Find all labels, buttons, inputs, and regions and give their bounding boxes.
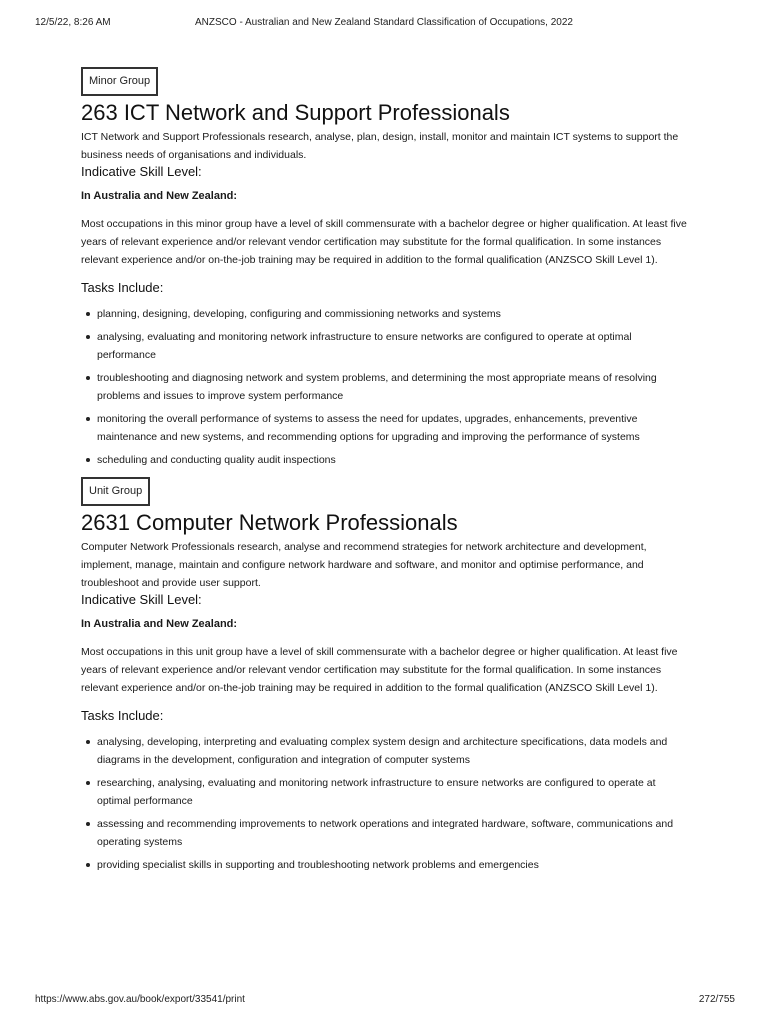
task-item: troubleshooting and diagnosing network and system problems, and determining the most appropriate means of resolving problems and issues to improve system performance <box>81 369 691 405</box>
unit-group-section <box>81 477 691 874</box>
skill-level-text: Most occupations in this minor group have a level of skill commensurate with a bachelor degree or higher qualification. At least five years of relevant experience and/or relevant vendor certification may substitute for the formal qualification. In some instances relevant experience and/or on-the-job training may be required in addition to the formal qualification (ANZSCO Skill Level 1). <box>81 218 687 266</box>
print-title: ANZSCO - Australian and New Zealand Standard Classification of Occupations, 2022 <box>195 17 573 28</box>
print-header <box>0 17 768 31</box>
tasks-heading: Tasks Include: <box>81 280 164 295</box>
group-type-badge: Unit Group <box>81 477 150 506</box>
skill-level-heading: Indicative Skill Level: <box>81 592 202 607</box>
task-item: analysing, developing, interpreting and evaluating complex system design and architecture specifications, data models and diagrams in the development, configuration and integration of computer systems <box>81 733 691 769</box>
region-heading: In Australia and New Zealand: <box>81 190 238 202</box>
print-datetime: 12/5/22, 8:26 AM <box>35 17 111 28</box>
task-list <box>81 305 691 469</box>
group-description: Computer Network Professionals research, analyse and recommend strategies for network architecture and development, implement, manage, maintain and configure network hardware and software, and monitor and optimise performance, and troubleshoot and provide user support. <box>81 541 647 589</box>
group-title: 263 ICT Network and Support Professionals <box>81 100 510 125</box>
skill-level-text: Most occupations in this unit group have a level of skill commensurate with a bachelor degree or higher qualification. At least five years of relevant experience and/or relevant vendor certification may substitute for the formal qualification. In some instances relevant experience and/or on-the-job training may be required in addition to the formal qualification (ANZSCO Skill Level 1). <box>81 646 678 694</box>
page-url-link[interactable]: https://www.abs.gov.au/book/export/33541/print <box>35 994 245 1005</box>
task-list <box>81 733 691 874</box>
region-heading: In Australia and New Zealand: <box>81 618 238 630</box>
page-content <box>81 67 691 882</box>
group-title: 2631 Computer Network Professionals <box>81 510 458 535</box>
task-item: scheduling and conducting quality audit inspections <box>81 451 691 469</box>
group-description: ICT Network and Support Professionals research, analyse, plan, design, install, monitor and maintain ICT systems to support the business needs of organisations and individuals. <box>81 131 679 161</box>
minor-group-section <box>81 67 691 469</box>
print-footer <box>0 994 768 1008</box>
task-item: planning, designing, developing, configuring and commissioning networks and systems <box>81 305 691 323</box>
task-item: analysing, evaluating and monitoring network infrastructure to ensure networks are configured to operate at optimal performance <box>81 328 691 364</box>
tasks-heading: Tasks Include: <box>81 708 164 723</box>
task-item: researching, analysing, evaluating and monitoring network infrastructure to ensure networks are configured to operate at optimal performance <box>81 774 691 810</box>
task-item: monitoring the overall performance of systems to assess the need for updates, upgrades, enhancements, preventive maintenance and new systems, and recommending options for upgrading and improving the performance of systems <box>81 410 691 446</box>
page-number: 272/755 <box>698 994 735 1005</box>
group-type-badge: Minor Group <box>81 67 158 96</box>
skill-level-heading: Indicative Skill Level: <box>81 164 202 179</box>
task-item: providing specialist skills in supporting and troubleshooting network problems and emergencies <box>81 856 691 874</box>
task-item: assessing and recommending improvements to network operations and integrated hardware, software, communications and operating systems <box>81 815 691 851</box>
